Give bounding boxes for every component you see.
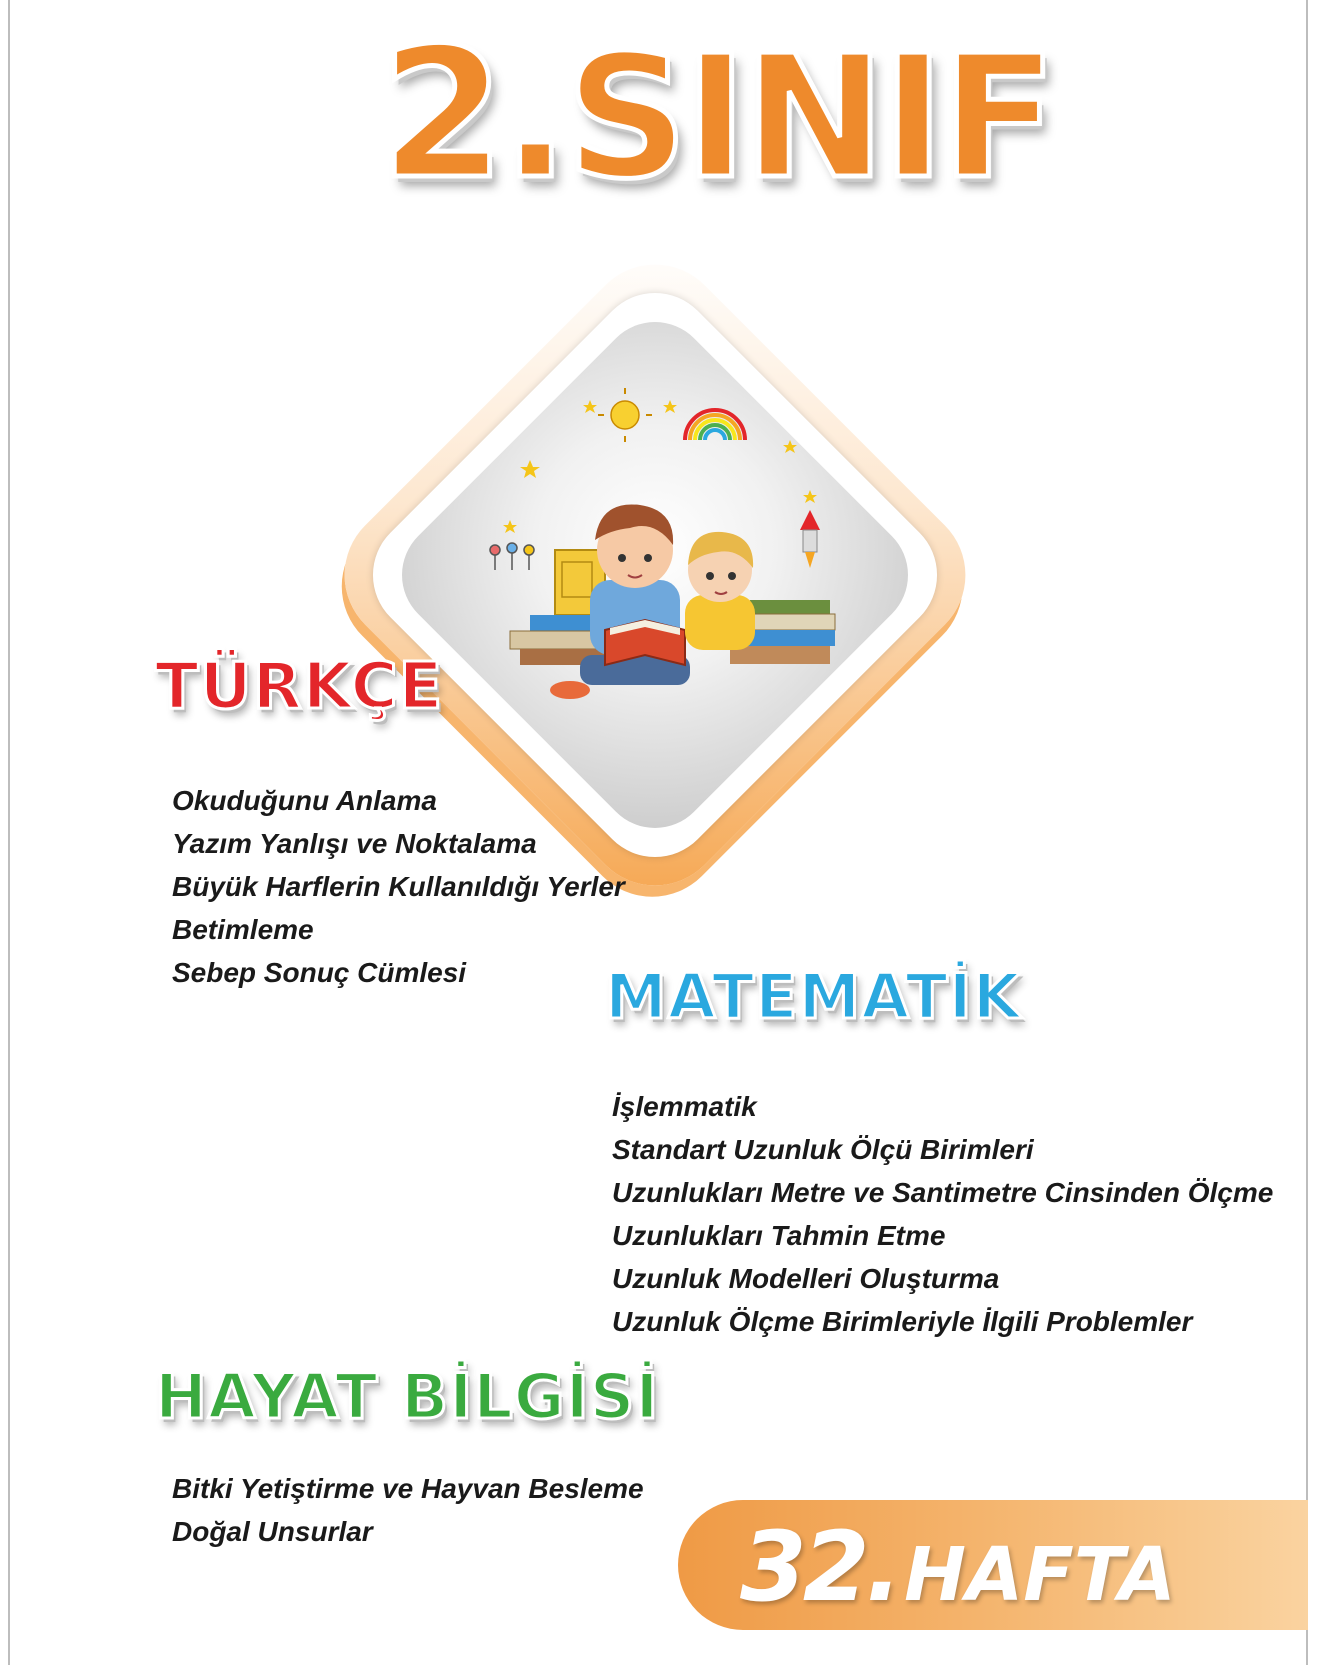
hayat-bilgisi-heading: HAYAT BİLGİSİ <box>155 1360 660 1433</box>
doodle-sun-icon <box>598 388 652 442</box>
matematik-heading: MATEMATİK <box>605 960 1022 1033</box>
hayat-bilgisi-topic-list <box>172 1467 644 1553</box>
doodle-stick-figures-icon <box>490 543 534 570</box>
turkce-topic-list <box>172 779 625 994</box>
grade-title <box>380 10 1053 219</box>
doodle-rainbow-icon <box>685 410 745 440</box>
list-item: Uzunlukları Metre ve Santimetre Cinsinden Ölçme <box>612 1177 1274 1208</box>
list-item: Büyük Harflerin Kullanıldığı Yerler <box>172 871 625 902</box>
list-item: Okuduğunu Anlama <box>172 785 437 816</box>
list-item: İşlemmatik <box>612 1091 757 1122</box>
list-item: Standart Uzunluk Ölçü Birimleri <box>612 1134 1034 1165</box>
list-item: Sebep Sonuç Cümlesi <box>172 957 467 988</box>
list-item: Yazım Yanlışı ve Noktalama <box>172 828 537 859</box>
week-label <box>740 1502 1176 1632</box>
matematik-topic-list <box>612 1085 1273 1343</box>
week-word: HAFTA <box>904 1532 1176 1618</box>
list-item: Uzunlukları Tahmin Etme <box>612 1220 946 1251</box>
list-item: Uzunluk Ölçme Birimleriyle İlgili Problemler <box>612 1306 1193 1337</box>
doodle-rocket-icon <box>800 510 820 568</box>
children-reading-illustration <box>470 380 860 710</box>
list-item: Betimleme <box>172 914 314 945</box>
grade-word: SINIF <box>565 19 1053 217</box>
turkce-heading: TÜRKÇE <box>155 650 444 724</box>
week-number: 32. <box>740 1511 899 1623</box>
list-item: Bitki Yetiştirme ve Hayvan Besleme <box>172 1473 644 1504</box>
list-item: Uzunluk Modelleri Oluşturma <box>612 1263 1000 1294</box>
grade-number: 2. <box>380 10 566 219</box>
list-item: Doğal Unsurlar <box>172 1516 373 1547</box>
younger-boy-figure <box>685 532 755 650</box>
